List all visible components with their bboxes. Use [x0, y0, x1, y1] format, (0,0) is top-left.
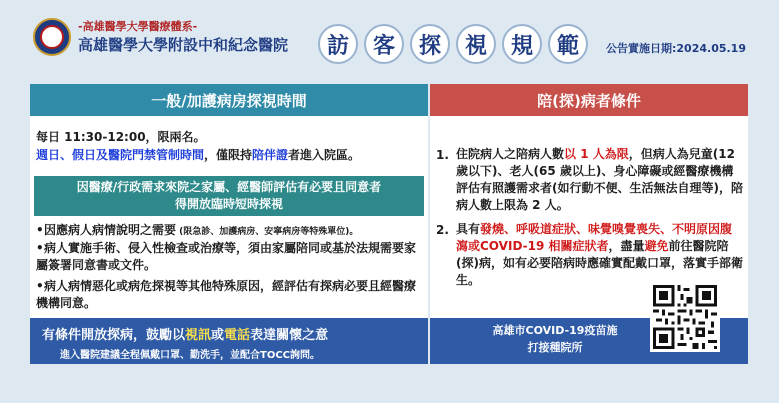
visit-time-line: 每日 11:30-12:00，限兩名。: [36, 130, 206, 144]
title-char-3: 探: [410, 24, 450, 64]
list-item: •病人病情惡化或病危探視等其他特殊原因，經評估有探病必要且經醫療機構同意。: [36, 279, 417, 310]
publish-date: 公告實施日期:2024.05.19: [606, 42, 746, 55]
visit-rule-line: 週日、假日及醫院門禁管制時間，僅限持陪伴證者進入院區。: [36, 148, 361, 162]
item-number: 1.: [436, 148, 449, 162]
hospital-name: 高雄醫學大學附設中和紀念醫院: [78, 36, 289, 54]
qr-code-icon[interactable]: [650, 282, 720, 352]
list-item: •因應病人病情說明之需要 (限急診、加護病房、安寧病房等特殊單位)。: [36, 223, 359, 237]
footer-subtext: 進入醫院建議全程佩戴口罩、勤洗手，並配合TOCC詢問。: [60, 350, 320, 361]
title-char-1: 訪: [318, 24, 358, 64]
temporary-visit-box: 因醫療/行政需求來院之家屬、經醫師評估有必要且同意者 得開放臨時短時探視: [34, 176, 424, 216]
title-char-6: 範: [548, 24, 588, 64]
list-item: •病人實施手術、侵入性檢查或治療等，須由家屬陪同或基於法規需要家屬簽署同意書或文件。: [36, 241, 417, 272]
visiting-hours-panel: [30, 116, 428, 318]
companion-pass: 陪伴證: [252, 148, 289, 162]
title-char-5: 規: [502, 24, 542, 64]
left-footer-banner: [30, 318, 428, 364]
title-char-2: 客: [364, 24, 404, 64]
hospital-subtitle: -高雄醫學大學醫療體系-: [78, 20, 198, 33]
title-char-4: 視: [456, 24, 496, 64]
hospital-logo-icon: [33, 18, 71, 56]
vaccine-site-label: 高雄市COVID-19疫苗施打接種院所: [492, 324, 618, 354]
condition-item-1: 住院病人之陪病人數以 1 人為限，但病人為兒童(12 歲以下)、老人(65 歲以上)、身心障礙或經醫療機構評估有照護需求者(如行動不便、生活無法自理等)，陪病人數上限為 2 人。: [456, 147, 743, 212]
companion-conditions-heading: 陪(探)病者條件: [430, 84, 748, 116]
restricted-times: 週日、假日及醫院門禁管制時間: [36, 148, 205, 162]
item-number: 2.: [436, 223, 449, 237]
footer-message: 有條件開放探病，鼓勵以視訊或電話表達關懷之意: [42, 328, 329, 343]
condition-item-2: 具有發燒、呼吸道症狀、味覺嗅覺喪失、不明原因腹瀉或COVID-19 相關症狀者，盡量避免前往醫院陪(探)病，如有必要陪病時應確實配戴口罩，落實手部衛生。: [456, 222, 743, 287]
visiting-hours-heading: 一般/加護病房探視時間: [30, 84, 428, 116]
